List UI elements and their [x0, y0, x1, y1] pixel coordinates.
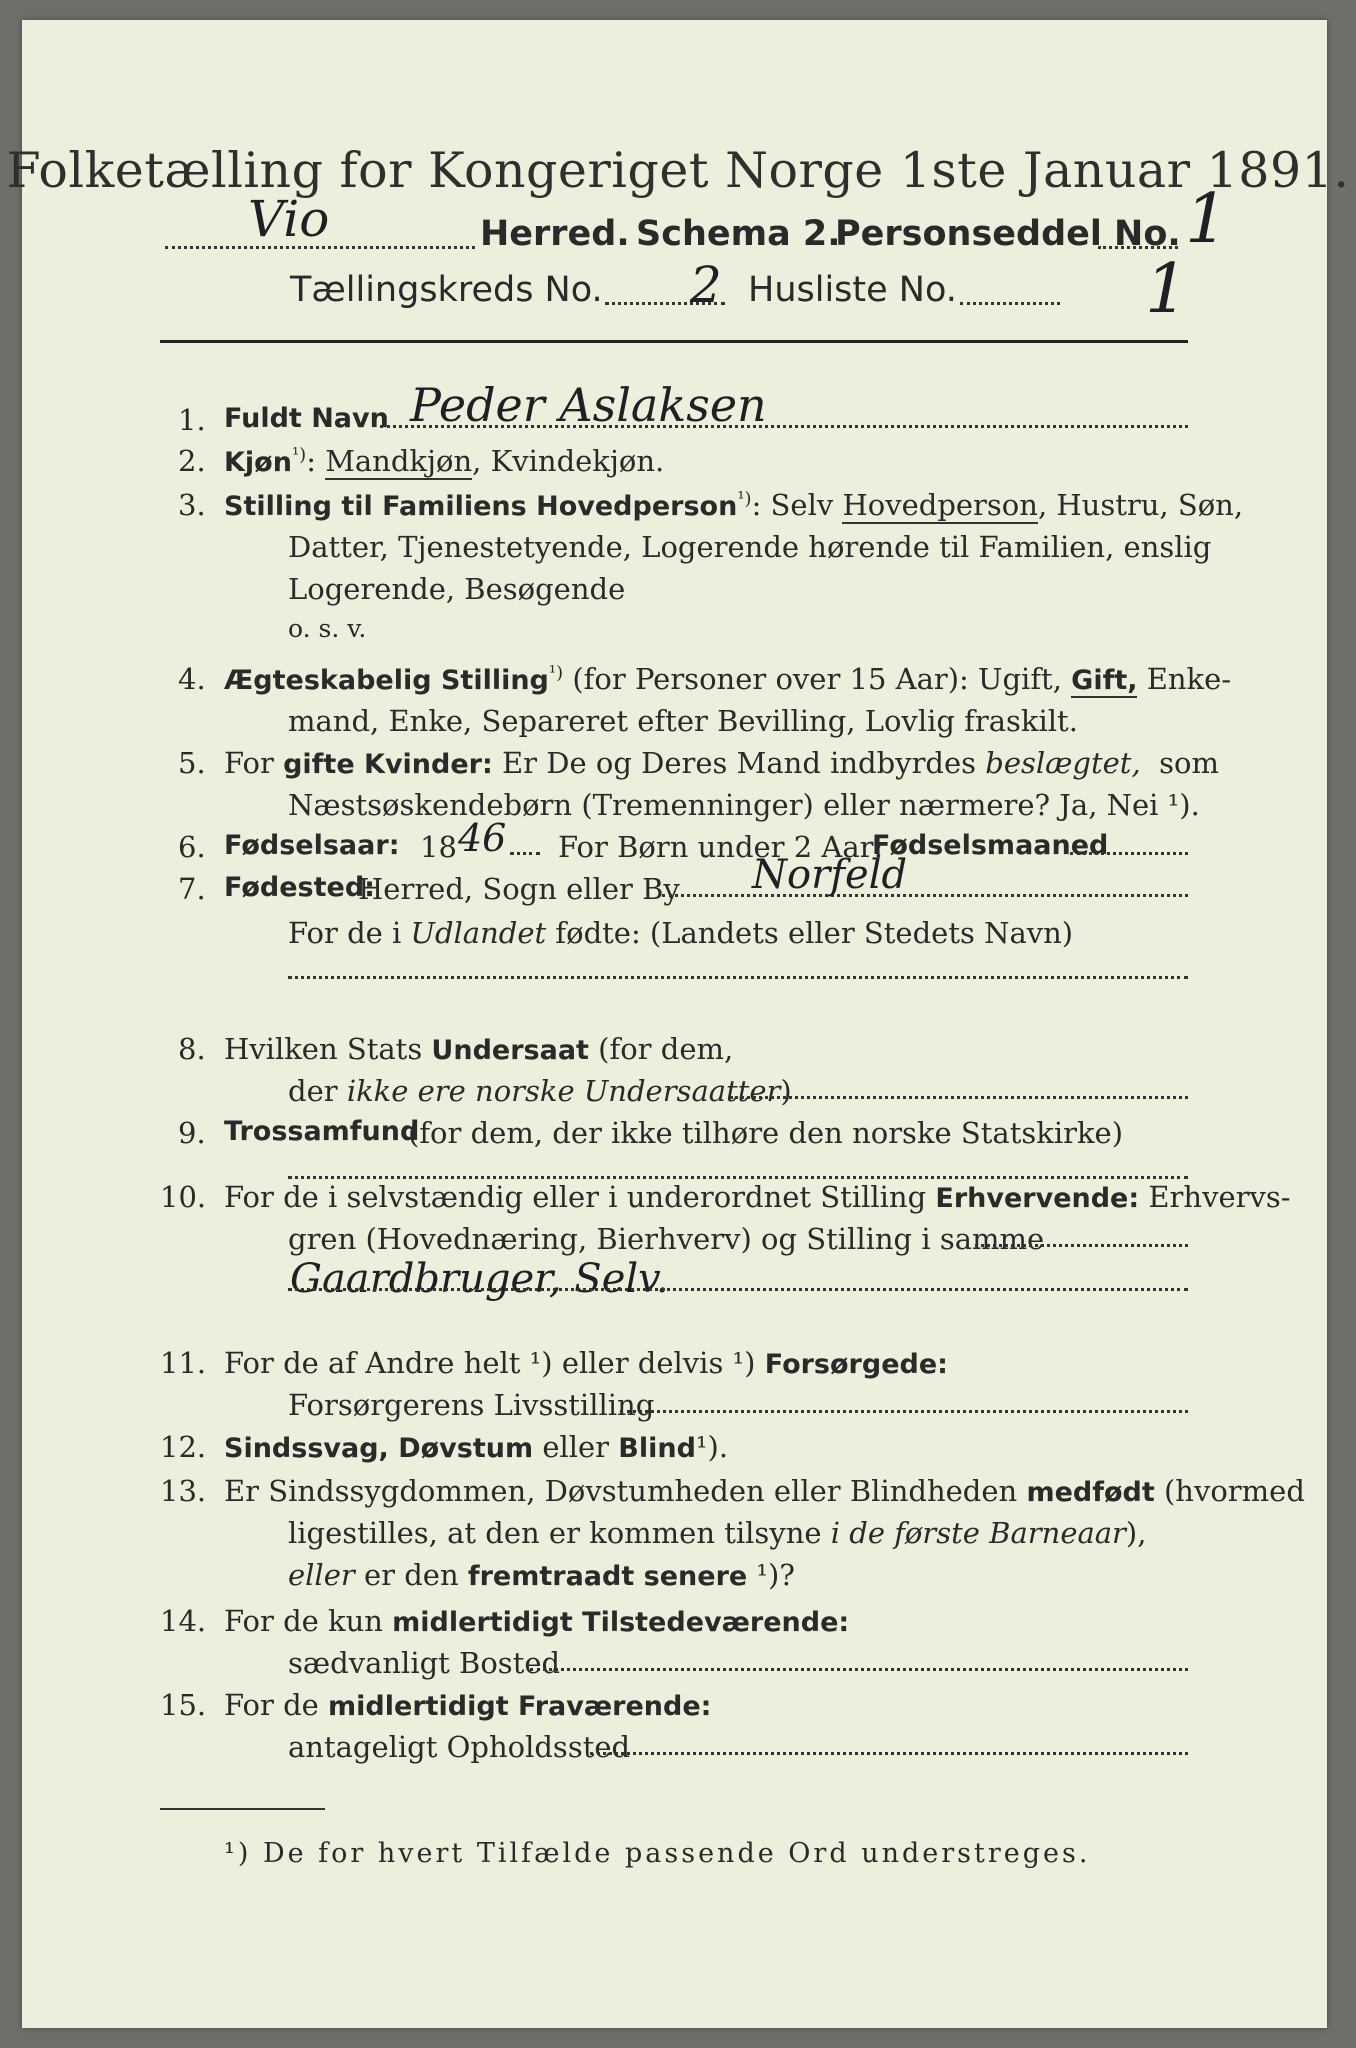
personseddel-dotted-line	[1098, 246, 1178, 249]
q8-label: Undersaat	[431, 1035, 589, 1066]
q15-number: 15.	[160, 1688, 207, 1722]
footnote: ¹) De for hvert Tilfælde passende Ord understreges.	[224, 1838, 1091, 1869]
q7-l2c: fødte: (Landets eller Stedets Navn)	[555, 916, 1074, 950]
q9-dotted-line	[288, 1176, 1188, 1179]
q1-answer: Peder Aslaksen	[410, 378, 767, 432]
q14-line1	[224, 1604, 849, 1638]
q3-line3: Logerende, Besøgende	[288, 572, 626, 606]
q12-label: Sindssvag, Døvstum	[224, 1433, 534, 1464]
q6-dotted-line-a	[510, 852, 540, 855]
q1-number: 1.	[178, 403, 206, 437]
q15-label: midlertidigt Fraværende:	[328, 1691, 712, 1722]
q3-label: Stilling til Familiens Hovedperson	[224, 491, 738, 522]
husliste-dotted-line	[960, 302, 1060, 305]
q3-number: 3.	[178, 488, 206, 522]
q2-line	[224, 444, 664, 478]
q7-line2	[288, 916, 1073, 950]
q4-sup: ¹)	[548, 662, 564, 684]
q5-line1	[224, 746, 1219, 780]
q11-line2: Forsørgerens Livsstilling	[288, 1388, 655, 1422]
q4-l1a: (for Personer over 15 Aar): Ugift,	[572, 662, 1062, 696]
q8-line2	[288, 1074, 792, 1108]
q7-number: 7.	[178, 872, 206, 906]
q8-l1b: (for dem,	[598, 1032, 734, 1066]
q5-l1a: For	[224, 746, 274, 780]
personseddel-label: Personseddel No.	[835, 214, 1181, 254]
q6-label: Fødselsaar:	[224, 830, 400, 861]
q8-line1	[224, 1032, 733, 1066]
taellingskreds-label: Tællingskreds No.	[290, 270, 603, 310]
q6-mid: For Børn under 2 Aar:	[558, 830, 884, 864]
q11-l1a: For de af Andre helt ¹) eller delvis ¹)	[224, 1346, 756, 1380]
q5-line2: Næstsøskendebørn (Tremenninger) eller nærmere? Ja, Nei ¹).	[288, 788, 1200, 822]
q9-label: Trossamfund	[224, 1116, 420, 1147]
schema-label: Schema 2.	[636, 214, 841, 254]
q11-label: Forsørgede:	[764, 1349, 948, 1380]
q10-line2: gren (Hovednæring, Bierhverv) og Stilling i samme	[288, 1222, 1045, 1256]
q6-label2: Fødselsmaaned	[872, 830, 1109, 861]
q3-line1	[224, 488, 1243, 522]
q11-line1	[224, 1346, 948, 1380]
q7-label: Fødested:	[224, 872, 375, 903]
q3-line4: o. s. v.	[288, 614, 367, 643]
q6-answer: 46	[458, 816, 507, 860]
footnote-rule	[160, 1808, 325, 1810]
q9-number: 9.	[178, 1116, 206, 1150]
q14-line2: sædvanligt Bosted	[288, 1646, 561, 1680]
q10-dotted-line-a	[975, 1244, 1188, 1247]
q8-number: 8.	[178, 1032, 206, 1066]
census-form-sheet	[22, 20, 1327, 2028]
q5-l1d: som	[1159, 746, 1219, 780]
q8-dotted-line	[730, 1096, 1188, 1099]
q15-line2: antageligt Opholdssted	[288, 1730, 631, 1764]
q13-l2b: i de første Barneaar	[830, 1516, 1126, 1550]
q8-l2b: ikke ere norske Undersaatter	[346, 1074, 781, 1108]
q5-l1b: Er De og Deres Mand indbyrdes	[502, 746, 977, 780]
q11-dotted-line	[620, 1410, 1188, 1413]
q14-number: 14.	[160, 1604, 207, 1638]
q1-label: Fuldt Navn	[224, 403, 389, 434]
q13-l3b: er den	[363, 1558, 459, 1592]
form-title: Folketælling for Kongeriget Norge 1ste Januar 1891.	[6, 142, 1350, 199]
husliste-value: 1	[1145, 250, 1189, 329]
q15-dotted-line	[590, 1752, 1188, 1755]
q2-rest: , Kvindekjøn.	[472, 444, 665, 478]
q4-line2: mand, Enke, Separeret efter Bevilling, Lovlig fraskilt.	[288, 704, 1078, 738]
q7-l2a: For de i	[288, 916, 402, 950]
q11-number: 11.	[160, 1346, 207, 1380]
q2-number: 2.	[178, 444, 206, 478]
q4-label: Ægteskabelig Stilling	[224, 665, 549, 696]
q13-l1b: (hvormed	[1163, 1474, 1305, 1508]
q10-dotted-line-b	[288, 1288, 1188, 1291]
q12-line	[224, 1430, 728, 1464]
q7-answer: Norfeld	[752, 852, 908, 898]
personseddel-value: 1	[1185, 180, 1229, 259]
q13-l3a: eller	[288, 1558, 355, 1592]
q4-line1	[224, 662, 1231, 696]
q12-tail: ¹).	[695, 1430, 729, 1464]
q14-l1a: For de kun	[224, 1604, 383, 1638]
q13-l2a: ligestilles, at den er kommen tilsyne	[288, 1516, 822, 1550]
q10-answer: Gaardbruger, Selv.	[290, 1256, 669, 1302]
husliste-label: Husliste No.	[748, 270, 957, 310]
q14-label: midlertidigt Tilstedeværende:	[392, 1607, 850, 1638]
q10-label: Erhvervende:	[935, 1183, 1140, 1214]
q15-line1	[224, 1688, 711, 1722]
q4-l1c: Enke-	[1146, 662, 1232, 696]
q13-l1a: Er Sindssygdommen, Døvstumheden eller Blindheden	[224, 1474, 1018, 1508]
q14-dotted-line	[530, 1668, 1188, 1671]
q5-label: gifte Kvinder:	[283, 749, 493, 780]
herred-value: Vio	[248, 190, 330, 248]
q8-l2a: der	[288, 1074, 338, 1108]
q9-line1: (for dem, der ikke tilhøre den norske Statskirke)	[408, 1116, 1124, 1150]
taellingskreds-value: 2	[690, 256, 722, 314]
q8-l2c: )	[780, 1074, 792, 1108]
header-rule	[160, 340, 1188, 343]
q6-number: 6.	[178, 830, 206, 864]
q2-colon: :	[306, 444, 316, 478]
q4-number: 4.	[178, 662, 206, 696]
q6-dotted-line-b	[1070, 852, 1188, 855]
q3-line2: Datter, Tjenestetyende, Logerende hørende til Familien, enslig	[288, 530, 1212, 564]
q7-dotted-line-2	[288, 976, 1188, 979]
q13-l2c: ),	[1125, 1516, 1147, 1550]
q2-label: Kjøn	[224, 447, 292, 478]
q15-l1a: For de	[224, 1688, 319, 1722]
q10-l1a: For de i selvstændig eller i underordnet Stilling	[224, 1180, 927, 1214]
q3-sup: ¹)	[737, 488, 752, 510]
q5-number: 5.	[178, 746, 206, 780]
q3-l1a: : Selv	[751, 488, 834, 522]
q4-option-gift: Gift,	[1071, 665, 1138, 696]
q10-l1b: Erhvervs-	[1148, 1180, 1291, 1214]
q2-option-mandkjon: Mandkjøn	[325, 444, 473, 478]
q7-dotted-line	[662, 894, 1188, 897]
q2-sup: ¹)	[291, 444, 307, 466]
q6-year-prefix: 18	[420, 830, 457, 864]
q13-label2: fremtraadt senere	[467, 1561, 748, 1592]
q13-line3	[288, 1558, 795, 1592]
q5-l1c: beslægtet,	[985, 746, 1141, 780]
q13-line2	[288, 1516, 1146, 1550]
q10-number: 10.	[160, 1180, 207, 1214]
q7-line1: Herred, Sogn eller By	[358, 872, 680, 906]
q3-l1c: , Hustru, Søn,	[1037, 488, 1244, 522]
q12-number: 12.	[160, 1430, 207, 1464]
q13-line1	[224, 1474, 1305, 1508]
q10-line1	[224, 1180, 1291, 1214]
q3-option-hovedperson: Hovedperson	[842, 488, 1038, 522]
herred-label: Herred.	[480, 214, 630, 254]
q13-l3c: ¹)?	[756, 1558, 795, 1592]
q7-l2b: Udlandet	[410, 916, 547, 950]
q13-label: medfødt	[1026, 1477, 1155, 1508]
q12-label2: Blind	[618, 1433, 696, 1464]
q13-number: 13.	[160, 1474, 207, 1508]
q8-l1a: Hvilken Stats	[224, 1032, 423, 1066]
q12-l1b: eller	[542, 1430, 610, 1464]
